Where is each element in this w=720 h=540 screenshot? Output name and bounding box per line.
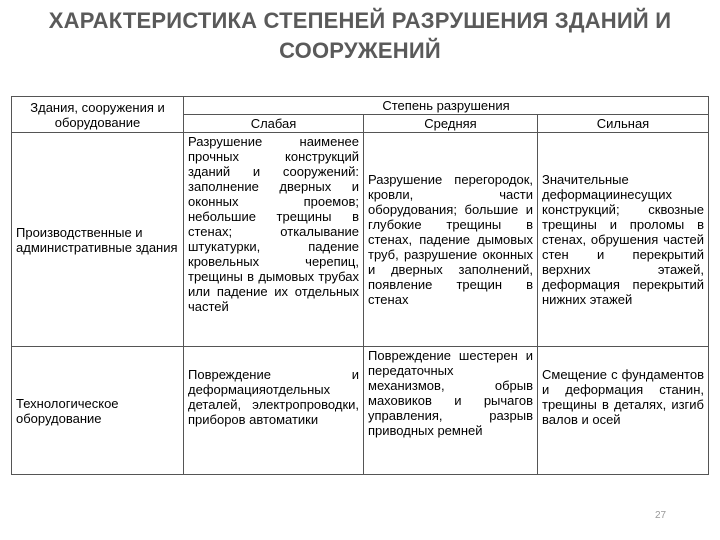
slide-title [0,6,720,66]
table-row [12,133,709,347]
cell-buildings-strong: Значительные деформациинесущих конструкций; сквозные трещины и проломы в стенах, обрушения частей стен и перекрытий верхних этажей, деформация перекрытий нижних этажей [538,133,709,347]
cell-equipment-medium: Повреждение шестерен и передаточных механизмов, обрыв маховиков и рычагов управления, разрыв приводных ремней [364,347,538,475]
row-label-equipment: Технологическое оборудование [12,347,184,475]
cell-equipment-strong: Смещение с фундаментов и деформация станин, трещины в деталях, изгиб валов и осей [538,347,709,475]
slide-title-line-2: СООРУЖЕНИЙ [279,38,441,63]
header-medium: Средняя [364,115,538,133]
destruction-degree-table [11,96,709,475]
cell-buildings-medium: Разрушение перегородок, кровли, части оборудования; большие и глубокие трещины в стенах, падение дымовых труб, разрушение оконных и дверных заполнений, появление трещин в стенах [364,133,538,347]
cell-equipment-weak: Повреждение и деформацияотдельных деталей, электропроводки, приборов автоматики [184,347,364,475]
header-objects: Здания, сооружения и оборудование [12,97,184,133]
header-strong: Сильная [538,115,709,133]
header-weak: Слабая [184,115,364,133]
cell-buildings-weak: Разрушение наименее прочных конструкций зданий и сооружений: заполнение дверных и оконных проемов; небольшие трещины в стенах; откалывание штукатурки, падение кровельных черепиц, трещины в дымовых трубах или падение их отдельных частей [184,133,364,347]
page-number: 27 [655,510,667,521]
slide-title-line-1: ХАРАКТЕРИСТИКА СТЕПЕНЕЙ РАЗРУШЕНИЯ ЗДАНИЙ И [48,8,672,33]
destruction-table-container [11,96,708,473]
row-label-buildings: Производственные и административные здания [12,133,184,347]
table-row [12,347,709,475]
header-destruction-degree: Степень разрушения [184,97,709,115]
